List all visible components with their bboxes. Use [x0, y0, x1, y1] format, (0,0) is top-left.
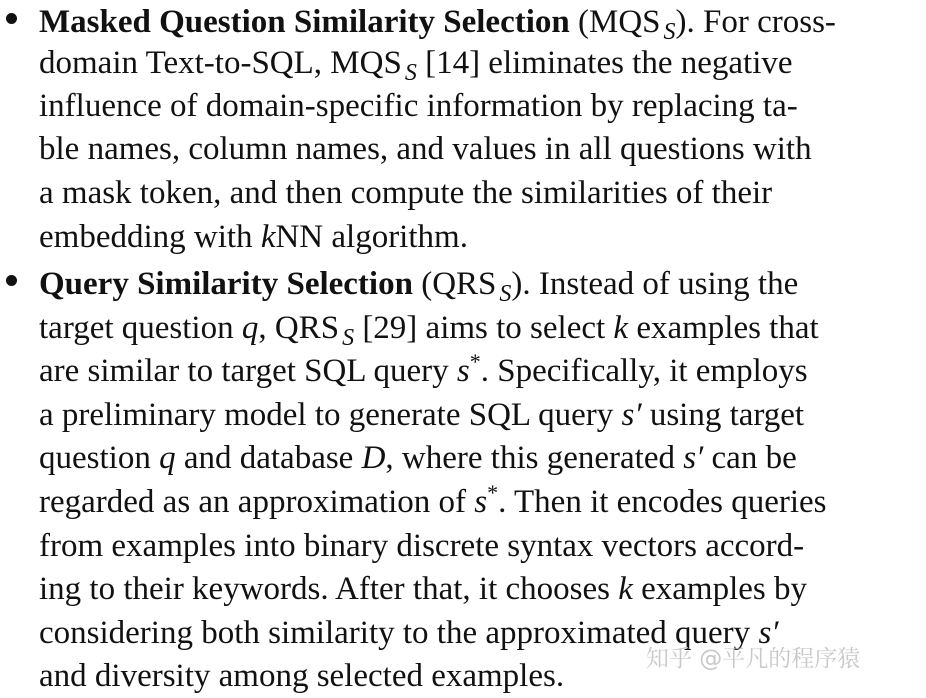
bullet-dot	[6, 13, 17, 24]
text-line: ble names, column names, and values in all questions with	[39, 131, 812, 167]
text-line: considering both similarity to the approximated query s′	[39, 615, 779, 651]
text-line: from examples into binary discrete syntax vectors accord-	[39, 528, 805, 564]
text-line: a preliminary model to generate SQL query s′ using target	[39, 397, 805, 433]
watermark: 知乎 @平凡的程序猿	[646, 646, 861, 672]
text-line: embedding with kNN algorithm.	[39, 219, 468, 255]
text-line: regarded as an approximation of s*. Then it encodes queries	[39, 480, 827, 520]
text-line: Masked Question Similarity Selection (MQS $_S$). For cross-	[39, 4, 836, 45]
text-line: Query Similarity Selection (QRS $_S$). Instead of using the	[39, 266, 799, 307]
text-line: and diversity among selected examples.	[39, 658, 565, 694]
text-line: target question q, QRS $_S$ [29] aims to select k examples that	[39, 310, 819, 351]
bullet-dot	[6, 275, 17, 286]
term-heading: Masked Question Similarity Selection	[39, 4, 570, 40]
text-line: a mask token, and then compute the similarities of their	[39, 175, 773, 211]
term-heading: Query Similarity Selection	[39, 266, 413, 302]
text-line: question q and database D, where this generated s′ can be	[39, 440, 797, 476]
text-line: are similar to target SQL query s*. Specifically, it employs	[39, 349, 808, 389]
text-line: ing to their keywords. After that, it chooses k examples by	[39, 571, 808, 607]
text-line: domain Text-to-SQL, MQS $_S$ [14] eliminates the negative	[39, 45, 793, 86]
text-line: influence of domain-specific information by replacing ta-	[39, 88, 798, 124]
